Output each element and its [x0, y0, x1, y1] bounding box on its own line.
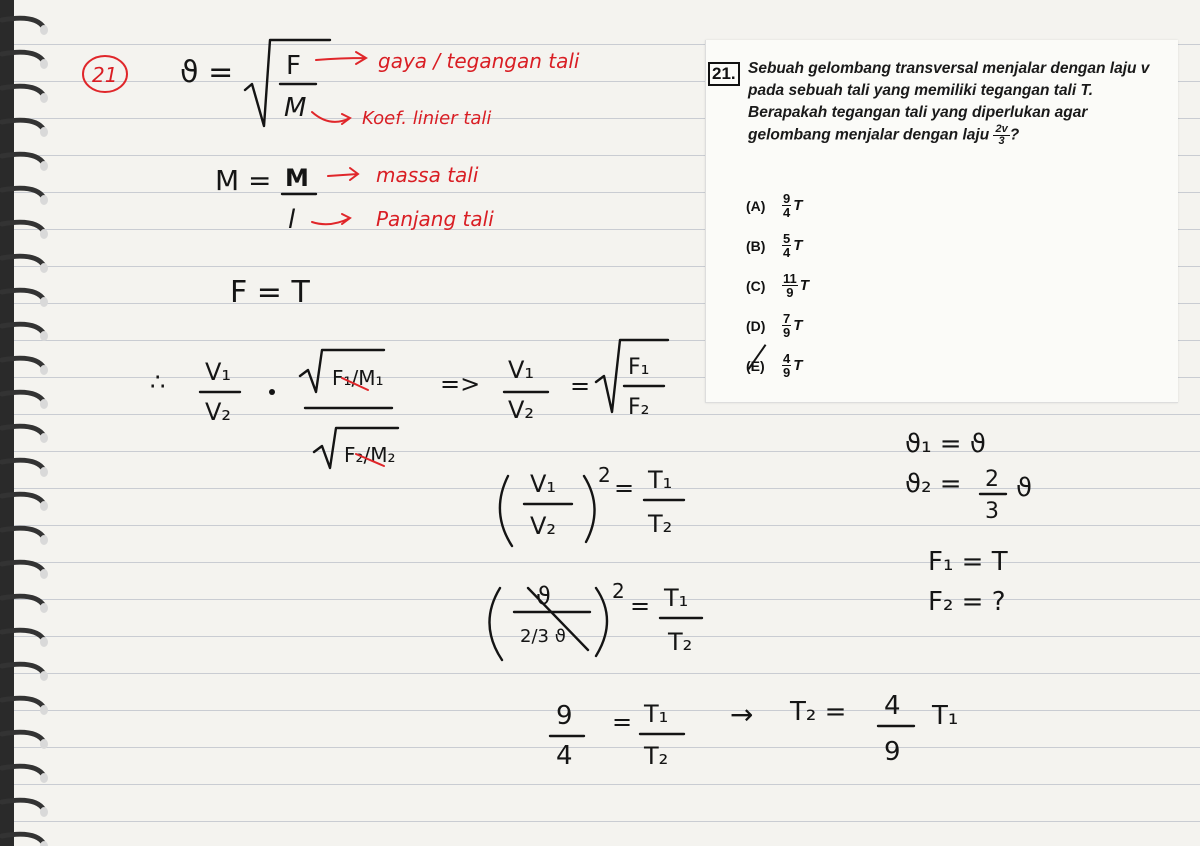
option-fraction: $\frac{9}{4}$ [783, 191, 791, 220]
svg-text:=>: => [440, 370, 481, 398]
velocity-ratio-step1 [150, 350, 398, 468]
svg-text:F₂ = ?: F₂ = ? [928, 587, 1006, 617]
option-d[interactable] [746, 312, 802, 339]
svg-text:T₂: T₂ [644, 742, 669, 770]
option-b[interactable] [746, 232, 802, 259]
svg-text:T₁: T₁ [648, 466, 673, 494]
svg-text:l: l [288, 205, 296, 235]
svg-text:V₂: V₂ [508, 396, 535, 424]
svg-text:ϑ₂ =: ϑ₂ = [905, 469, 962, 499]
svg-text:M =: M = [215, 164, 272, 197]
force-equals-tension: F = T [230, 275, 310, 310]
svg-text:V₂: V₂ [205, 398, 232, 426]
substituted-ratio [489, 579, 702, 660]
svg-text:9: 9 [884, 737, 901, 767]
svg-text:4: 4 [556, 741, 573, 771]
svg-text:3: 3 [985, 499, 999, 524]
linear-density-formula [215, 163, 494, 235]
option-variable: T [793, 357, 803, 374]
option-e[interactable] [746, 352, 802, 379]
svg-text:2: 2 [985, 467, 999, 492]
option-variable: T [793, 237, 803, 254]
question-text: Sebuah gelombang transversal menjalar dengan laju v pada sebuah tali yang memiliki tegangan tali T. Berapakah tegangan tali yang diperlukan agar gelombang menjalar dengan laju $\frac{2v}{3}$ ? [748, 60, 1150, 147]
svg-text:V₁: V₁ [205, 358, 232, 386]
svg-text:M: M [284, 93, 307, 123]
svg-text:F₂: F₂ [628, 395, 650, 420]
final-result [550, 691, 958, 771]
option-a[interactable] [746, 192, 802, 219]
option-label: (D) [746, 317, 766, 334]
svg-text:massa tali: massa tali [376, 163, 479, 187]
svg-text:2/3 ϑ: 2/3 ϑ [520, 626, 566, 647]
svg-text:2: 2 [598, 463, 611, 487]
svg-text:T₁: T₁ [664, 584, 689, 612]
problem-number-circle [83, 56, 127, 92]
svg-text:ϑ: ϑ [536, 582, 551, 610]
svg-text:ϑ₁ = ϑ: ϑ₁ = ϑ [905, 429, 986, 459]
svg-text:F: F [286, 51, 301, 81]
svg-text:=: = [570, 372, 591, 400]
svg-text:Koef. linier tali: Koef. linier tali [362, 108, 492, 129]
svg-text:F₁/M₁: F₁/M₁ [332, 366, 384, 390]
svg-text:V₂: V₂ [530, 512, 557, 540]
svg-text:T₂: T₂ [668, 628, 693, 656]
option-variable: T [793, 317, 803, 334]
option-label: (E) [746, 357, 765, 374]
svg-text:ϑ: ϑ [1016, 473, 1033, 503]
svg-text:F₁: F₁ [628, 355, 650, 380]
option-variable: T [793, 197, 803, 214]
svg-text:=: = [612, 708, 633, 736]
option-fraction: $\frac{5}{4}$ [783, 231, 791, 260]
option-label: (A) [746, 197, 766, 214]
wave-speed-formula [180, 40, 330, 126]
svg-text:Panjang tali: Panjang tali [376, 207, 494, 231]
svg-text:gaya / tegangan tali: gaya / tegangan tali [378, 49, 580, 73]
svg-text:T₂ =: T₂ = [790, 697, 847, 727]
option-label: (B) [746, 237, 766, 254]
svg-text:=: = [630, 592, 651, 620]
option-fraction: $\frac{7}{9}$ [783, 311, 791, 340]
svg-text:T₁: T₁ [644, 700, 669, 728]
option-label: (C) [746, 277, 766, 294]
svg-text:V₁: V₁ [530, 470, 557, 498]
svg-text:F₂/M₂: F₂/M₂ [344, 443, 396, 467]
svg-text:M: M [285, 164, 309, 192]
svg-text:21: 21 [92, 63, 118, 87]
formula-annotations [312, 49, 580, 129]
svg-text:4: 4 [884, 691, 901, 721]
svg-text:V₁: V₁ [508, 356, 535, 384]
svg-text:∴: ∴ [150, 368, 166, 396]
svg-text:T₂: T₂ [648, 510, 673, 538]
svg-text:=: = [614, 474, 635, 502]
svg-text:T₁: T₁ [932, 701, 959, 731]
svg-text:→: → [730, 698, 754, 731]
svg-text:F₁ = T: F₁ = T [928, 547, 1008, 577]
speed-fraction: $\frac{2v}{3}$ [995, 123, 1008, 147]
printed-question [705, 40, 1178, 403]
option-fraction: $\frac{11}{9}$ [783, 271, 797, 300]
question-number: 21. [708, 62, 740, 86]
option-fraction: $\frac{4}{9}$ [783, 351, 791, 380]
svg-text:2: 2 [612, 579, 625, 603]
squared-ratio [500, 463, 684, 546]
velocity-ratio-step2 [440, 340, 668, 424]
svg-text:9: 9 [556, 701, 573, 731]
given-values [905, 429, 1032, 617]
svg-text:ϑ =: ϑ = [180, 55, 234, 90]
option-variable: T [799, 277, 809, 294]
option-c[interactable] [746, 272, 809, 299]
